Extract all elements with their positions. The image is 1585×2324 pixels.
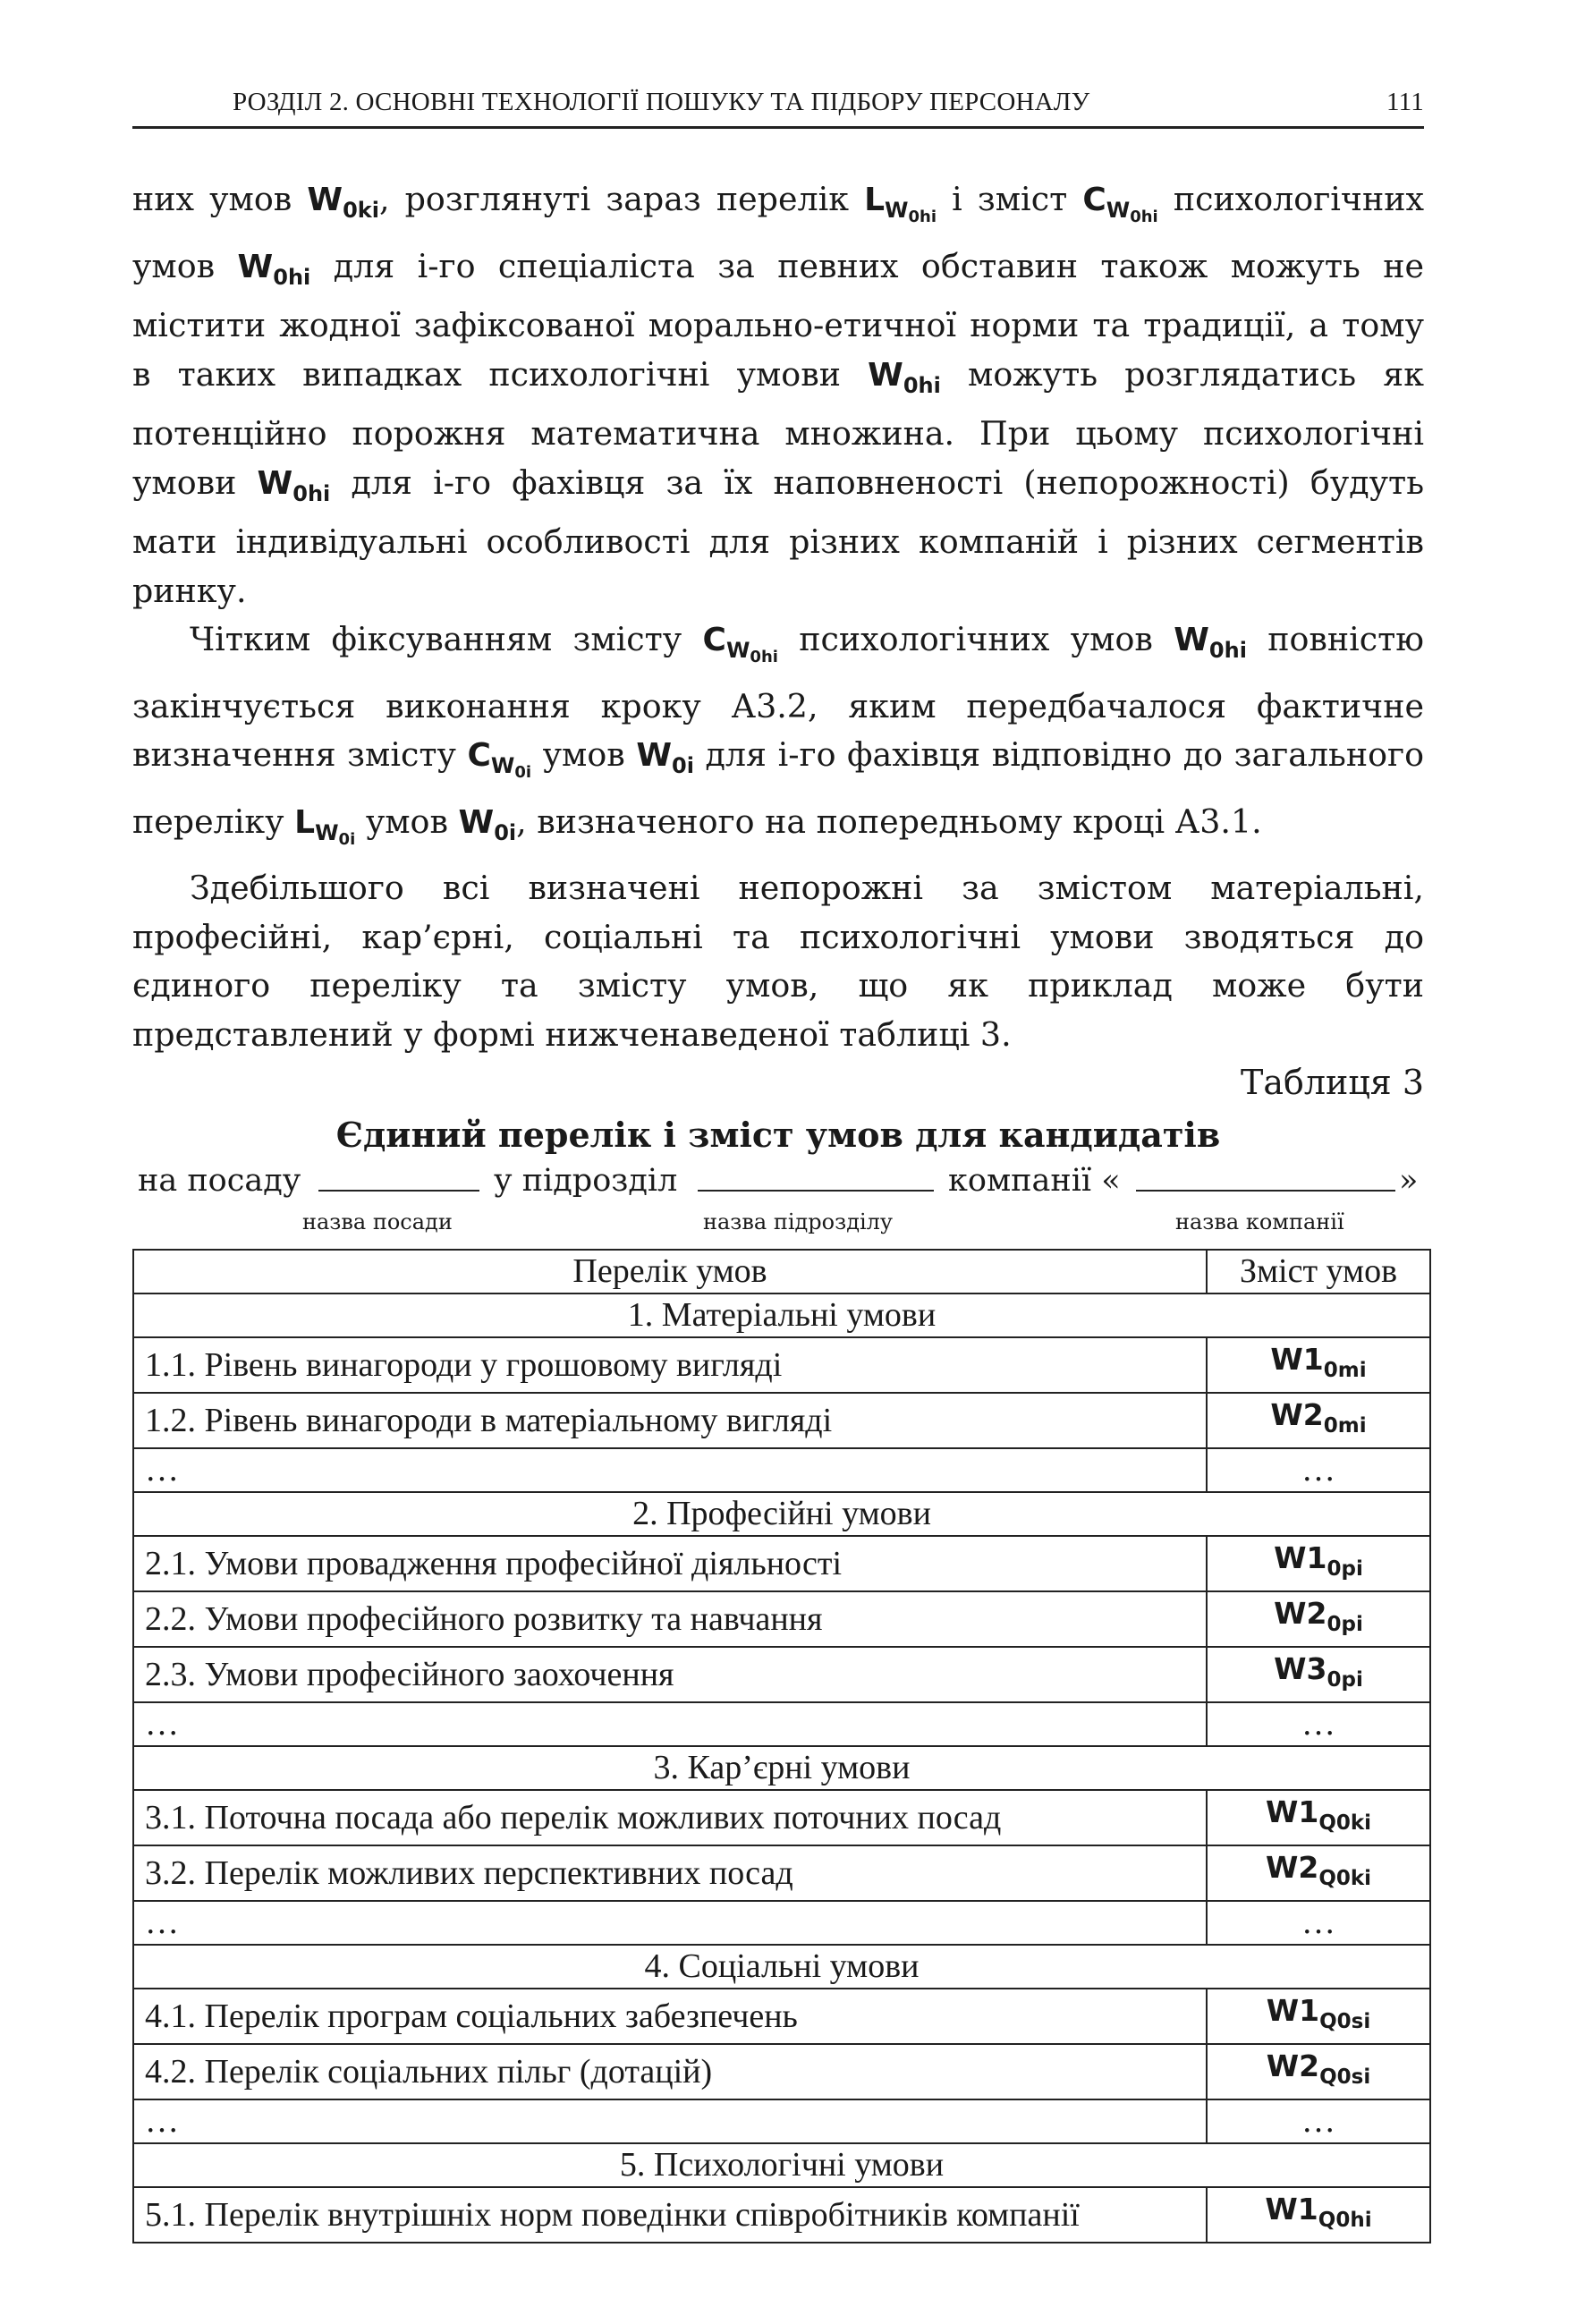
- ellipsis-row: [133, 1901, 1430, 1945]
- ellipsis-cell: …: [133, 1448, 1207, 1492]
- symbol-w0ki: $W_{0ki}$: [307, 182, 379, 223]
- ellipsis-row: [133, 1448, 1430, 1492]
- form-text-department: у підрозділ: [494, 1163, 678, 1199]
- blank-company: [1136, 1163, 1395, 1200]
- table-label: Таблиця 3: [1240, 1063, 1424, 1102]
- body-text: [132, 175, 1424, 1059]
- symbol-w0hi: $W_{0hi}$: [868, 356, 941, 398]
- table-row: [133, 1989, 1430, 2044]
- blank-department: [698, 1163, 934, 1200]
- table-row: [133, 1647, 1430, 1702]
- condition-content: $W1_{Q0si}$: [1207, 1989, 1430, 2044]
- condition-label: 1.2. Рівень винагороди в матеріальному вигляді: [133, 1393, 1207, 1448]
- section-title: 5. Психологічні умови: [133, 2143, 1430, 2187]
- paragraph-3: Здебільшого всі визначені непорожні за змістом матеріальні, професійні, кар’єрні, соціальні та психологічні умови зводяться до єдиного переліку та змісту умов, що як приклад може бути представлений у формі нижченаведеної таблиці 3.: [132, 869, 1424, 1054]
- table-row: [133, 1790, 1430, 1845]
- condition-content: $W2_{Q0si}$: [1207, 2044, 1430, 2099]
- form-text-position: на посаду: [138, 1163, 301, 1199]
- symbol-cw0i: $C_{W_{0i}}$: [467, 737, 532, 782]
- condition-label: 2.3. Умови професійного заохочення: [133, 1647, 1207, 1702]
- condition-label: 4.2. Перелік соціальних пільг (дотацій): [133, 2044, 1207, 2099]
- ellipsis-cell: …: [1207, 1901, 1430, 1945]
- condition-content: $W1_{0pi}$: [1207, 1536, 1430, 1591]
- table-row: [133, 2187, 1430, 2243]
- symbol-w0hi: $W_{0hi}$: [237, 248, 311, 290]
- ellipsis-cell: …: [1207, 1702, 1430, 1746]
- section-title: 3. Кар’єрні умови: [133, 1746, 1430, 1790]
- condition-label: 2.2. Умови професійного розвитку та навчання: [133, 1591, 1207, 1647]
- table-row: [133, 1393, 1430, 1448]
- paragraph-1: них умов $W_{0ki}$, розглянуті зараз перелік $L_{W_{0hi}}$ і зміст $C_{W_{0hi}}$ психологічних умов $W_{0hi}$ для і-го спеціаліста за певних обставин також можуть не містити жодної зафіксованої морально-етичної норми та традиції, а тому в таких випадках психологічні умови $W_{0hi}$ можуть розглядатись як потенційно порожня математична множина. При цьому психологічні умови $W_{0hi}$ для і-го фахівця за їх наповненості (непорожності) будуть мати індивідуальні особливості для різних компаній і різних сегментів ринку.: [132, 180, 1425, 610]
- ellipsis-cell: …: [133, 1901, 1207, 1945]
- condition-label: 1.1. Рівень винагороди у грошовому вигляді: [133, 1337, 1207, 1393]
- hint-department: назва підрозділу: [703, 1209, 894, 1234]
- condition-label: 3.1. Поточна посада або перелік можливих поточних посад: [133, 1790, 1207, 1845]
- section-row: [133, 2143, 1430, 2187]
- ellipsis-cell: …: [1207, 2099, 1430, 2143]
- ellipsis-cell: …: [133, 2099, 1207, 2143]
- table-row: [133, 1591, 1430, 1647]
- ellipsis-row: [133, 1702, 1430, 1746]
- section-row: [133, 1293, 1430, 1337]
- table-row: [133, 1845, 1430, 1901]
- conditions-table: [132, 1249, 1431, 2243]
- symbol-w0hi: $W_{0hi}$: [1174, 622, 1247, 663]
- condition-label: 3.2. Перелік можливих перспективних посад: [133, 1845, 1207, 1901]
- condition-label: 4.1. Перелік програм соціальних забезпечень: [133, 1989, 1207, 2044]
- table-header-row: [133, 1250, 1430, 1293]
- hint-position: назва посади: [302, 1209, 453, 1234]
- section-row: [133, 1492, 1430, 1536]
- section-row: [133, 1746, 1430, 1790]
- condition-content: $W1_{0mi}$: [1207, 1337, 1430, 1393]
- section-title: 4. Соціальні умови: [133, 1945, 1430, 1989]
- form-text-close-quote: »: [1399, 1163, 1419, 1199]
- header-content: Зміст умов: [1207, 1250, 1430, 1293]
- condition-label: 2.1. Умови провадження професійної діяльності: [133, 1536, 1207, 1591]
- chapter-title: РОЗДІЛ 2. ОСНОВНІ ТЕХНОЛОГІЇ ПОШУКУ ТА ПІДБОРУ ПЕРСОНАЛУ: [233, 88, 1090, 116]
- symbol-w0hi: $W_{0hi}$: [257, 464, 331, 506]
- symbol-lw0hi: $L_{W_{0hi}}$: [864, 182, 937, 226]
- symbol-w0i: $W_{0i}$: [636, 737, 694, 778]
- ellipsis-cell: …: [133, 1702, 1207, 1746]
- table-row: [133, 2044, 1430, 2099]
- table-row: [133, 1337, 1430, 1393]
- condition-label: 5.1. Перелік внутрішніх норм поведінки співробітників компанії: [133, 2187, 1207, 2243]
- form-text-company: компанії «: [948, 1163, 1121, 1199]
- table-title: Єдиний перелік і зміст умов для кандидатів: [335, 1115, 1221, 1155]
- page-number: 111: [1386, 88, 1424, 116]
- table-row: [133, 1536, 1430, 1591]
- paragraph-2: Чітким фіксуванням змісту $C_{W_{0hi}}$ психологічних умов $W_{0hi}$ повністю закінчується виконання кроку А3.2, яким передбачалося фактичне визначення змісту $C_{W_{0i}}$ умов $W_{0i}$ для і-го фахівця відповідно до загального переліку $L_{W_{0i}}$ умов $W_{0i}$, визначеного на попередньому кроці А3.1.: [132, 620, 1424, 849]
- section-title: 2. Професійні умови: [133, 1492, 1430, 1536]
- table-body: [133, 1293, 1430, 2243]
- condition-content: $W2_{0mi}$: [1207, 1393, 1430, 1448]
- section-title: 1. Матеріальні умови: [133, 1293, 1430, 1337]
- condition-content: $W3_{0pi}$: [1207, 1647, 1430, 1702]
- condition-content: $W1_{Q0ki}$: [1207, 1790, 1430, 1845]
- ellipsis-cell: …: [1207, 1448, 1430, 1492]
- symbol-w0i: $W_{0i}$: [458, 803, 517, 845]
- symbol-cw0hi: $C_{W_{0hi}}$: [702, 622, 778, 666]
- section-row: [133, 1945, 1430, 1989]
- hint-company: назва компанії: [1175, 1209, 1344, 1234]
- ellipsis-row: [133, 2099, 1430, 2143]
- condition-content: $W1_{Q0hi}$: [1207, 2187, 1430, 2243]
- condition-content: $W2_{0pi}$: [1207, 1591, 1430, 1647]
- blank-position: [318, 1163, 479, 1200]
- running-header: [132, 88, 1424, 129]
- header-list: Перелік умов: [133, 1250, 1207, 1293]
- condition-content: $W2_{Q0ki}$: [1207, 1845, 1430, 1901]
- symbol-lw0i: $L_{W_{0i}}$: [294, 803, 356, 849]
- symbol-cw0hi: $C_{W_{0hi}}$: [1082, 182, 1158, 226]
